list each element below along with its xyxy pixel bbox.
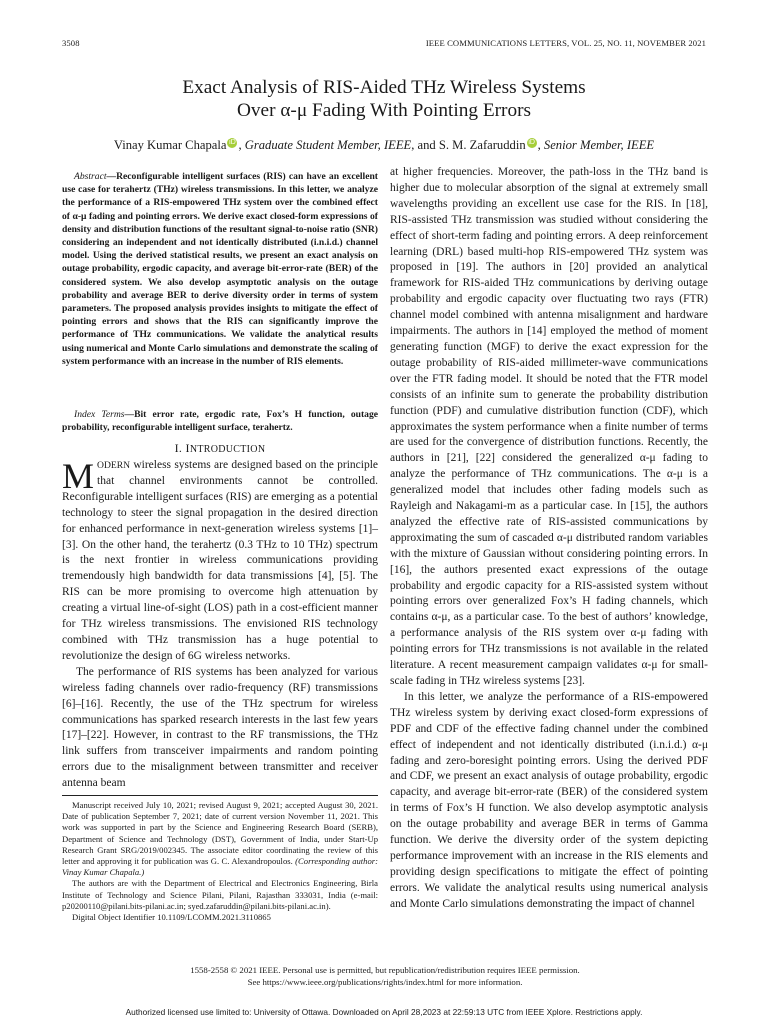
drop-cap: M	[62, 456, 95, 496]
index-terms-label: Index Terms	[74, 409, 125, 420]
author-connector: , and	[411, 138, 439, 153]
abstract-text: —Reconfigurable intelligent surfaces (RIS) can have an excellent use case for terahertz (THz) wireless transmissions. In this letter, we analyze the performance of a RIS-empowered THz system over the combined effect of α-μ fading and pointing errors. We derive exact closed-form expressions of density and distribution functions of the resultant signal-to-noise ratio (SNR) considering an independent and not identically distributed (i.n.i.d.) channel model. Using the derived statistical results, we present an exact analysis on outage probability, ergodic capacity, and average bit-error-rate (BER) of the considered system. We also develop asymptotic analysis on the outage probability and average BER to derive diversity order in terms of system parameters. The proposed analysis provides insights to mitigate the effect of pointing errors and shows that the RIS can significantly improve the performance of THz communications. We validate the analytical results using numerical and Monte Carlo simulations and demonstrate the scaling of system performance with an increase in the number of RIS elements.	[62, 171, 378, 367]
footnotes	[62, 800, 378, 923]
page-number: 3508	[62, 38, 80, 48]
right-paragraph-2: In this letter, we analyze the performance of a RIS-empowered THz wireless system by deriving exact closed-form expressions of PDF and CDF of the effective fading channel under the combined effect of independent and not identically distributed (i.n.i.d.) α-μ fading and zero-boresight pointing errors. Using the derived PDF and CDF, we present an exact analysis of outage probability, ergodic capacity, and average bit-error-rate (BER) of the considered system in terms of Fox’s H function. We also develop asymptotic analysis on the outage probability and average BER in terms of Gamma function. We derive the diversity order of the system depicting performance improvement with an increase in the RIS elements and providing design specifications to mitigate the effect of pointing errors. We validate the analytical results using numerical analysis and Monte Carlo simulations demonstrating the impact of channel	[390, 690, 708, 910]
abstract	[62, 170, 378, 368]
author-1-name: Vinay Kumar Chapala	[113, 138, 227, 153]
footnote-manuscript	[62, 800, 378, 878]
section-name: NTRODUCTION	[189, 444, 266, 455]
orcid-icon[interactable]: iD	[528, 139, 535, 146]
journal-header: IEEE COMMUNICATIONS LETTERS, VOL. 25, NO. 11, NOVEMBER 2021	[425, 38, 706, 48]
copyright-line-1: 1558-2558 © 2021 IEEE. Personal use is permitted, but republication/redistribution requires IEEE permission.	[190, 965, 580, 975]
authorized-use-footer: Authorized licensed use limited to: University of Ottawa. Downloaded on April 28,2023 at 22:59:13 UTC from IEEE Xplore. Restrictions apply.	[125, 1007, 643, 1017]
first-word: ODERN	[97, 460, 131, 471]
right-column-text	[390, 165, 708, 913]
paper-title	[60, 76, 708, 122]
footnote-manuscript-text: Manuscript received July 10, 2021; revised August 9, 2021; accepted August 30, 2021. Date of publication September 7, 2021; date of current version November 11, 2021. This work was supported in part by the Science and Engineering Research Board (SERB), Department of Science and Technology (DST), Government of India, under Start-Up Research Grant SRG/2019/002345. The associate editor coordinating the review of this letter and approving it for publication was G. C. Alexandropoulos.	[62, 800, 378, 867]
index-terms-text: —Bit error rate, ergodic rate, Fox’s H function, outage probability, reconfigurable intelligent surface, terahertz.	[62, 409, 379, 434]
intro-paragraph-1	[62, 458, 378, 665]
intro-paragraph-2: The performance of RIS systems has been analyzed for various wireless fading channels over radio-frequency (RF) transmissions [6]–[16]. Recently, the use of the THz spectrum for wireless communications has sparked research interests in the last few years [17]–[22]. However, in contrast to the RF transmissions, the THz link suffers from transceiver impairments and random pointing errors due to the misalignment between transmitter and receiver antenna beam	[62, 665, 378, 790]
right-paragraph-1: at higher frequencies. Moreover, the path-loss in the THz band is higher due to molecular absorption of the signal at extremely small wavelengths providing an excellent use case for the RIS. In [18], RIS-assisted THz transmission was studied without considering the effect of short-term fading and pointing errors. A deep reinforcement learning (DRL) based multi-hop RIS-empowered THz system was proposed in [19]. The authors in [20] provided an analytical framework for RIS-aided THz communications by deriving outage probability and ergodic capacity over fluctuating two rays (FTR) channel model combined with antenna misalignment and hardware impairments. The authors in [14] employed the method of moment generating function (MGF) to derive the exact expression for the outage probability of RIS-aided millimeter-wave communications over the FTR fading model. It should be noted that the FTR model consists of an infinite sum to generate the probability distribution function (PDF) and cumulative distribution function (CDF), which approximates the system performance when a finite number of terms are used for the convergence of distribution functions. Recently, the authors in [21], [22] considered the generalized α-μ fading to analyze the performance of THz communications. The α-μ is a generalized model that includes other fading models such as Rayleigh and Nakagami-m as a particular case. In [15], the authors analyzed the effective rate of RIS-assisted communications by approximating the sum of cascaded α-μ distributed random variables with the mixture of Gaussian without considering pointing errors. In [16], the authors presented exact expressions of the outage probability and ergodic capacity for a RIS-assisted system without pointing errors over generalized Fox’s H fading channels, which contains α-μ, as a particular case. To the best of authors’ knowledge, a performance analysis of the RIS system over α-μ fading with pointing errors for THz transmissions is not available in the related literature. A recent measurement campaign validates α-μ for small-scale fading in THz wireless systems [23].	[390, 166, 708, 687]
abstract-label: Abstract	[74, 171, 107, 182]
orcid-icon[interactable]: iD	[229, 139, 236, 146]
author-1-role: Graduate Student Member, IEEE	[244, 138, 412, 153]
copyright-line-2: See https://www.ieee.org/publications/rights/index.html for more information.	[247, 976, 523, 987]
intro-text	[62, 458, 378, 792]
title-line-1: Exact Analysis of RIS-Aided THz Wireless Systems	[182, 77, 586, 98]
copyright-notice	[62, 965, 708, 988]
title-line-2: Over α-μ Fading With Pointing Errors	[236, 100, 532, 121]
author-2-name: S. M. Zafaruddin	[438, 138, 526, 153]
footnote-affiliation: The authors are with the Department of Electrical and Electronics Engineering, Birla Institute of Technology and Science Pilani, Pilani, Rajasthan 333031, India (e-mail: p20200110@pilani.bits-pilani.ac.in; syed.zafaruddin@pilani.bits-pilani.ac.in).	[62, 878, 378, 911]
section-heading	[62, 441, 378, 456]
footnote-rule	[62, 795, 378, 796]
footnote-doi: Digital Object Identifier 10.1109/LCOMM.2021.3110865	[72, 912, 271, 923]
corresponding-author: (Corresponding author: Vinay Kumar Chapala.)	[62, 856, 378, 878]
section-number: I. I	[174, 441, 190, 455]
index-terms	[62, 408, 378, 434]
intro-p1-text: wireless systems are designed based on the principle that channel environments cannot be controlled. Reconfigurable intelligent surfaces (RIS) are emerging as a potential technology to steer the signal propagation in the desired direction for enhanced performance in next-generation wireless systems [1]–[3]. On the other hand, the terahertz (0.3 THz to 10 THz) spectrum is the next frontier in wireless communications providing tremendously high bandwidth for data transmissions [4], [5]. The RIS can be more promising to overcome high attenuation by creating a virtual line-of-sight (LOS) path in a cost-efficient manner for THz wireless transmissions. The envisioned RIS technology combined with THz transmission has a huge potential to revolutionize the design of 6G wireless networks.	[62, 459, 378, 662]
author-2-role: Senior Member, IEEE	[543, 138, 655, 153]
author-line: Vinay Kumar Chapala iD , Graduate Student Member, IEEE, and S. M. Zafaruddin iD , Senior Member, IEEE	[113, 138, 655, 153]
